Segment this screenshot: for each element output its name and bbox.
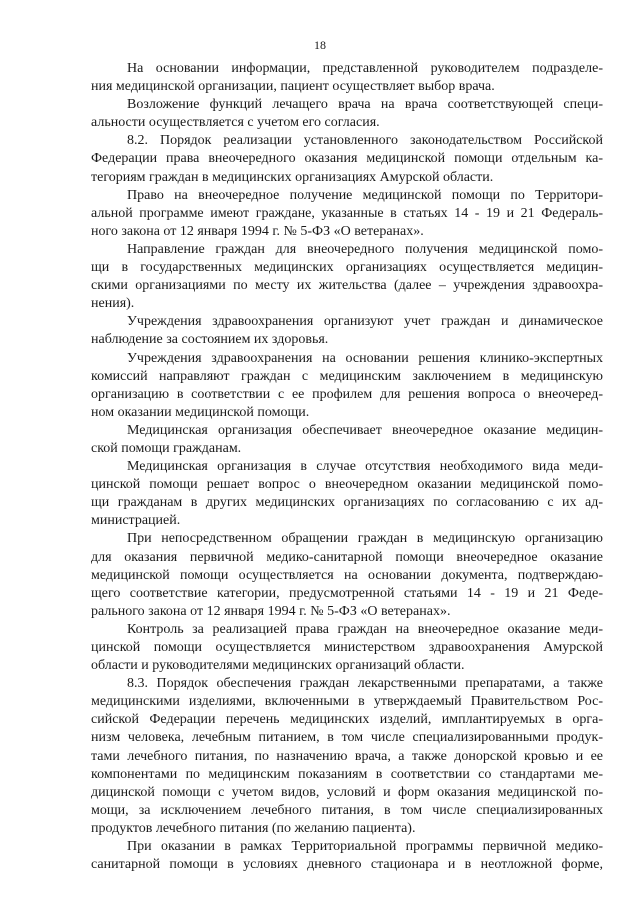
text-line: щи в государственных медицинских организациях осуществляется медицин-: [91, 260, 603, 276]
text-line: ния медицинской организации, пациент осуществляет выбор врача.: [91, 79, 495, 95]
text-line: 8.2. Порядок реализации установленного законодательством Российской: [127, 133, 603, 149]
text-line: щего соответствие категории, предусмотренной статьями 14 - 19 и 21 Феде-: [91, 585, 603, 601]
text-line: рального закона от 12 января 1994 г. № 5-ФЗ «О ветеранах».: [91, 603, 451, 619]
text-line: ном оказании медицинской помощи.: [91, 404, 310, 420]
text-line: Право на внеочередное получение медицинской помощи по Территори-: [127, 187, 603, 203]
text-line: компонентами по медицинским показаниям в соответствии со стандартами ме-: [91, 766, 603, 782]
text-line: нения).: [91, 296, 135, 312]
text-line: дицинской помощи с учетом видов, условий и форм оказания медицинской по-: [91, 784, 603, 800]
text-line: Направление граждан для внеочередного получения медицинской помо-: [127, 241, 603, 257]
text-line: Возложение функций лечащего врача на врача соответствующей специ-: [127, 97, 603, 113]
text-line: продуктов лечебного питания (по желанию пациента).: [91, 820, 416, 836]
text-line: При оказании в рамках Территориальной программы первичной медико-: [127, 839, 603, 855]
text-line: тами лечебного питания, по назначению врача, а также донорской кровью и ее: [91, 748, 603, 764]
text-line: Учреждения здравоохранения организуют учет граждан и динамическое: [127, 314, 603, 330]
text-line: цинской помощи осуществляется министерством здравоохранения Амурской: [91, 640, 603, 655]
text-line: При непосредственном обращении граждан в медицинскую организацию: [127, 531, 603, 547]
text-line: На основании информации, представленной руководителем подразделе-: [127, 61, 603, 76]
text-line: ного закона от 12 января 1994 г. № 5-ФЗ «О ветеранах».: [91, 223, 424, 239]
text-line: санитарной помощи в условиях дневного стационара и в неотложной форме,: [91, 857, 603, 873]
text-line: Федерации права внеочередного оказания медицинской помощи отдельным ка-: [91, 151, 603, 167]
text-line: Медицинская организация в случае отсутствия необходимого вида меди-: [127, 459, 603, 475]
text-line: Контроль за реализацией права граждан на внеочередное оказание меди-: [127, 621, 603, 637]
page-number: 18: [314, 38, 326, 52]
text-line: комиссий направляют граждан с медицинским заключением в медицинскую: [91, 368, 603, 384]
text-line: скими организациями по месту их жительства (далее – учреждения здравоохра-: [91, 278, 603, 294]
text-line: Учреждения здравоохранения на основании решения клинико-экспертных: [127, 350, 603, 366]
text-line: альной программе имеют граждане, указанные в статьях 14 - 19 и 21 Федераль-: [91, 205, 603, 221]
text-line: альности осуществляется с учетом его согласия.: [91, 115, 380, 131]
text-line: наблюдение за состоянием их здоровья.: [91, 332, 329, 348]
text-line: министрацией.: [91, 513, 181, 529]
text-line: области и руководителями медицинских организаций области.: [91, 658, 465, 674]
text-line: цинской помощи решает вопрос о внеочередном оказании медицинской помо-: [91, 477, 603, 493]
document-body: [91, 60, 603, 874]
text-line: 8.3. Порядок обеспечения граждан лекарственными препаратами, а также: [127, 676, 603, 692]
text-line: медицинской помощи осуществляется на основании документа, подтверждаю-: [91, 567, 603, 583]
text-line: сийской Федерации перечень медицинских изделий, имплантируемых в орга-: [91, 712, 603, 728]
text-line: организацию в соответствии с ее профилем для решения вопроса о внеочеред-: [91, 386, 603, 402]
text-line: мощи, за исключением лечебного питания, в том числе специализированных: [91, 802, 603, 818]
text-line: низм человека, лечебным питанием, в том числе специализированными продук-: [91, 730, 603, 746]
text-line: ской помощи гражданам.: [91, 440, 242, 456]
text-line: тегориям граждан в медицинских организациях Амурской области.: [91, 169, 494, 185]
text-line: медицинскими изделиями, включенными в утверждаемый Правительством Рос-: [91, 694, 603, 710]
text-line: щи гражданам в других медицинских организациях по согласованию с их ад-: [91, 495, 603, 511]
text-line: Медицинская организация обеспечивает внеочередное оказание медицин-: [127, 422, 603, 438]
text-line: для оказания первичной медико-санитарной помощи внеочередное оказание: [91, 549, 603, 565]
